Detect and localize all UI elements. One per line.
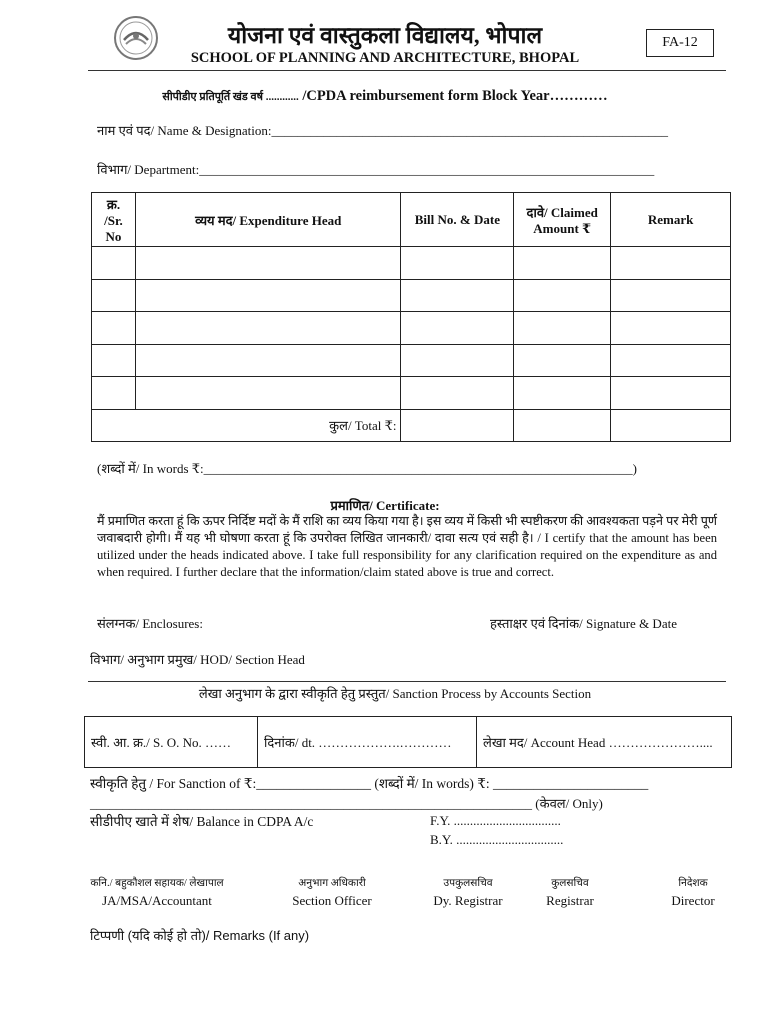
col-bill: Bill No. & Date (401, 193, 514, 247)
table-row[interactable] (92, 344, 731, 377)
total-row (92, 409, 731, 442)
col-remark: Remark (611, 193, 731, 247)
header-rule (88, 70, 726, 71)
signatory-accountant-en: JA/MSA/Accountant (102, 893, 212, 908)
section-rule (88, 681, 726, 682)
enclosures-label: संलग्नक/ Enclosures: (97, 616, 203, 631)
account-head-field[interactable]: लेखा मद/ Account Head ………………….... (483, 735, 713, 750)
table-row[interactable] (92, 377, 731, 410)
table-row[interactable] (92, 312, 731, 345)
total-amount-cell[interactable] (514, 409, 611, 442)
col-sr: क्र. /Sr. No (92, 193, 136, 247)
col-expenditure-head: व्यय मद/ Expenditure Head (135, 193, 401, 247)
so-no-field[interactable]: स्वी. आ. क्र./ S. O. No. …… (85, 717, 258, 767)
signatory-section-officer (270, 876, 394, 909)
table-header-row (92, 193, 731, 247)
in-words-field[interactable]: (शब्दों में/ In words ₹:__________________________________________________________________) (97, 461, 637, 476)
signatory-director-hi: निदेशक (678, 878, 708, 889)
balance-label: सीडीपीए खाते में शेष/ Balance in CDPA A/c (90, 814, 314, 829)
certificate-title: प्रमाणित/ Certificate: (330, 498, 440, 513)
sanction-box (84, 716, 732, 768)
signatory-director (656, 876, 730, 909)
expenditure-table (91, 192, 731, 442)
signatory-registrar-hi: कुलसचिव (551, 878, 589, 889)
table-row[interactable] (92, 279, 731, 312)
department-field[interactable]: विभाग/ Department:______________________________________________________________________ (97, 162, 655, 177)
col-claimed: दावे/ Claimed Amount ₹ (514, 193, 611, 247)
name-designation-field[interactable]: नाम एवं पद/ Name & Designation:_____________________________________________________________ (97, 123, 669, 138)
subtitle-english: /CPDA reimbursement form Block Year………… (302, 88, 608, 104)
sanction-process-label: लेखा अनुभाग के द्वारा स्वीकृति हेतु प्रस्तुत/ Sanction Process by Accounts Section (198, 686, 592, 701)
institute-title-hindi: योजना एवं वास्तुकला विद्यालय, भोपाल (227, 23, 543, 48)
signatory-accountant (82, 876, 232, 909)
signatory-section-officer-en: Section Officer (292, 893, 372, 908)
total-remark-cell[interactable] (611, 409, 731, 442)
signatory-director-en: Director (671, 893, 715, 908)
by-field[interactable]: B.Y. ................................. (430, 832, 564, 847)
signatory-registrar-en: Registrar (546, 893, 594, 908)
remarks-field[interactable]: टिप्पणी (यदि कोई हो तो)/ Remarks (If any) (90, 928, 310, 943)
signature-date-label: हस्ताक्षर एवं दिनांक/ Signature & Date (490, 616, 677, 631)
total-bill-cell[interactable] (401, 409, 514, 442)
fy-field[interactable]: F.Y. ................................. (430, 813, 561, 828)
hod-label: विभाग/ अनुभाग प्रमुख/ HOD/ Section Head (90, 652, 305, 667)
total-label: कुल/ Total ₹: (92, 409, 401, 442)
table-row[interactable] (92, 247, 731, 280)
only-line-field[interactable]: ____________________________________________________________________ (केवल/ Only) (90, 796, 603, 811)
form-subtitle (0, 88, 770, 105)
date-field[interactable]: दिनांक/ dt. ……………….………… (258, 717, 477, 767)
signatory-accountant-hi: कनि./ बहुकौशल सहायक/ लेखापाल (90, 878, 224, 889)
signatory-section-officer-hi: अनुभाग अधिकारी (298, 878, 366, 889)
signatory-registrar (530, 876, 610, 909)
signatory-dy-registrar-en: Dy. Registrar (433, 893, 503, 908)
form-code: FA-12 (646, 29, 714, 57)
for-sanction-field[interactable]: स्वीकृति हेतु / For Sanction of ₹:_________________ (शब्दों में/ In words) ₹: _______________________ (90, 776, 649, 791)
certificate-text: मैं प्रमाणित करता हूं कि ऊपर निर्दिष्ट मदों के मैं राशि का व्यय किया गया है। इस व्यय में किसी भी स्पष्टीकरण की आवश्यकता पड़ने पर मेरी पूर्ण जवाबदारी होगी। मैं यह भी घोषणा करता हूं कि उपरोक्त लिखित जानकारी/ दावा सत्य एवं सही है। / I certify that the amount has been utilized under the heads indicated above. I take full responsibility for any clarification required on the expenditure as and when required. I further declare that the information/claim stated above is true and correct. (97, 514, 717, 579)
signatory-dy-registrar (420, 876, 516, 909)
institute-title-english: SCHOOL OF PLANNING AND ARCHITECTURE, BHOPAL (190, 50, 580, 66)
signatory-dy-registrar-hi: उपकुलसचिव (443, 878, 493, 889)
subtitle-hindi: सीपीडीए प्रतिपूर्ति खंड वर्ष ............ (162, 91, 299, 103)
